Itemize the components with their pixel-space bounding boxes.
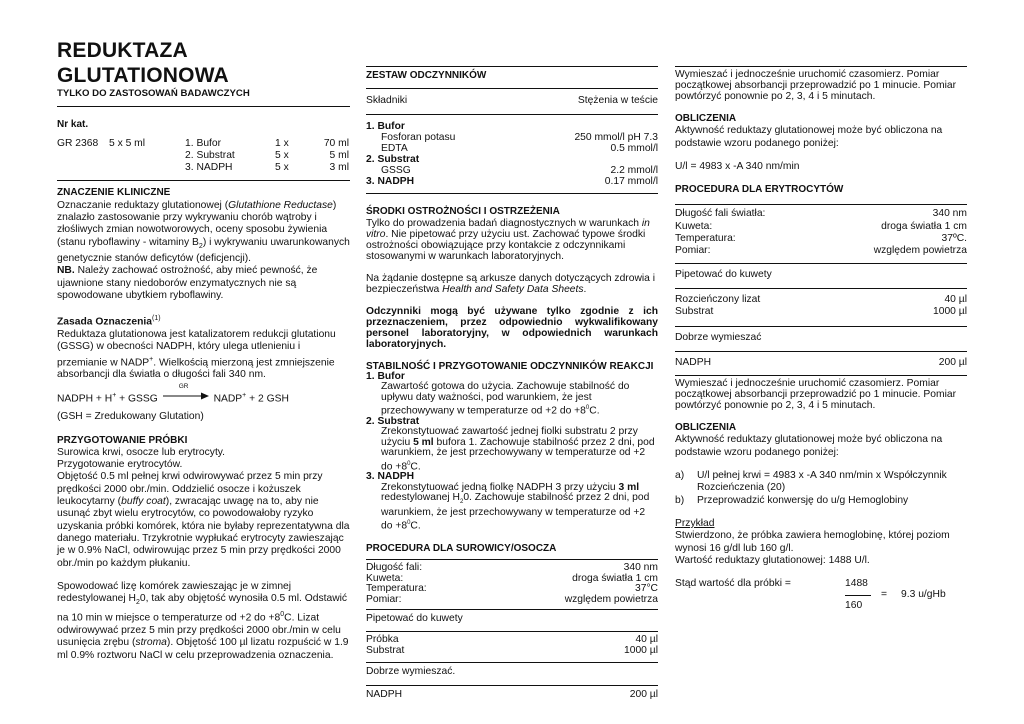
stability-list: 1. Bufor Zawartość gotowa do użycia. Zachowuje stabilność do upływu daty ważności, pod warunkiem, że jest przechowywany w temperaturze od +2 do $+8^0C$. 2. Substrat Zrekonstytuować zawartość jednej fiolki substratu 2 przy użyciu 5 ml bufora 1. Zachowuje stabilność przez 2 dni, pod warunkiem, że jest przechowywany w temperaturze od +2 do $+8^0C$. 3. NADPH Zrekonstytuować jedną fiolkę NADPH 3 przy użyciu 3 ml redestylowanej $H_20$. Zachowuje stabilność przez 2 dni, pod warunkiem, że jest przechowywany w temperaturze od +2 do $+8^0C$. bbox=[366, 370, 655, 532]
przyklad-heading: Przykład bbox=[675, 517, 715, 529]
result-equation: Stąd wartość dla próbki = $\frac{1488}{160}$ = 9.3 u/gHb bbox=[675, 578, 946, 612]
title-line-2: GLUTATIONOWA bbox=[57, 64, 229, 87]
section-heading-stabilnosc: STABILNOŚĆ I PRZYGOTOWANIE ODCZYNNIKÓW REAKCJI bbox=[366, 360, 654, 372]
column-left bbox=[57, 30, 350, 662]
section-heading-przygotowanie: PRZYGOTOWANIE PRÓBKI bbox=[57, 434, 188, 446]
col-skladniki: Składniki bbox=[366, 95, 408, 107]
zasada-text: Reduktaza glutationowa jest katalizatorem redukcji glutationu (GSSG) w obecności NADPH, który ulega utlenieniu i przemianie w NADP+. Wielkością mierzoną jest zmniejszenie absorbancji dla światła o długości fali 340 nm. bbox=[57, 328, 336, 381]
param-row: Kuweta: droga światła 1 cm bbox=[675, 220, 967, 232]
srodki-text: Tylko do prowadzenia badań diagnostycznych w warunkach in vitro. Nie pipetować przy użyciu ust. Zachować typowe środki ostrożności obowiązujące przy kontakcie z odczynnikami stosowanymi w warunkach laboratoryjnych. bbox=[366, 217, 650, 262]
reagent-row: 3. NADPH 0.17 mmol/l bbox=[366, 175, 658, 187]
divider bbox=[366, 114, 658, 115]
divider bbox=[366, 662, 658, 663]
lizat-row: Rozcieńczony lizat 40 µl bbox=[675, 293, 967, 305]
reagent-row: 1. Bufor bbox=[366, 120, 405, 132]
obliczenia-text: Aktywność reduktazy glutationowej może być obliczona na podstawie wzoru podanego poniżej: bbox=[675, 125, 943, 149]
pipet-label: Pipetować do kuwety bbox=[675, 268, 772, 280]
section-heading-kliniczne: ZNACZENIE KLINICZNE bbox=[57, 187, 171, 199]
eryt-params bbox=[675, 208, 967, 257]
divider bbox=[675, 263, 967, 264]
fraction: $\frac{1488}{160}$ bbox=[845, 578, 871, 613]
reaction-equation: NADPH + H+ + GSSG GR NADP+ + 2 GSH bbox=[57, 383, 289, 404]
param-row: Temperatura: 37ºC. bbox=[675, 233, 967, 245]
mix-text: Wymieszać i jednocześnie uruchomić czasomierz. Pomiar początkowej absorbancji przeprowadzić po 1 minucie. Pomiar powtórzyć ponownie po 2, 3, 4 i 5 minutach. bbox=[675, 378, 957, 412]
section-heading-erytrocyty: PROCEDURA DLA ERYTROCYTÓW bbox=[675, 184, 844, 196]
section-heading-zestaw: ZESTAW ODCZYNNIKÓW bbox=[366, 70, 487, 81]
catalog-table bbox=[57, 138, 349, 175]
param-row: Pomiar: względem powietrza bbox=[675, 245, 967, 257]
divider bbox=[57, 106, 350, 107]
divider bbox=[366, 609, 658, 610]
nadph-row: NADPH 200 µl bbox=[675, 356, 967, 368]
divider bbox=[675, 351, 967, 352]
divider bbox=[366, 559, 658, 560]
param-row: Temperatura: 37°C bbox=[366, 583, 658, 595]
divider bbox=[366, 193, 658, 194]
reagent-list bbox=[366, 121, 658, 187]
kat-item-vol: 5 ml bbox=[329, 149, 349, 161]
kat-item-qty: 5 x bbox=[275, 162, 289, 174]
przyklad-value: Wartość reduktazy glutationowej: 1488 U/l. bbox=[675, 554, 870, 566]
calc-step-b: b) Przeprowadzić konwersję do u/g Hemoglobiny bbox=[675, 494, 909, 506]
kat-item-name: 1. Bufor bbox=[185, 137, 222, 149]
doc-title bbox=[57, 38, 350, 88]
param-row: Długość fali: 340 nm bbox=[366, 562, 658, 574]
substrat-row: Substrat 1000 µl bbox=[675, 306, 967, 318]
pipet-label: Pipetować do kuwety bbox=[366, 613, 463, 625]
param-row: Długość fali światła: 340 nm bbox=[675, 208, 967, 220]
kat-item-name: 2. Substrat bbox=[185, 149, 235, 161]
col-stezenia: Stężenia w teście bbox=[577, 95, 658, 107]
title-line-1: REDUKTAZA bbox=[57, 39, 188, 62]
divider bbox=[675, 375, 967, 376]
kat-pack: 5 x 5 ml bbox=[109, 137, 146, 149]
kat-code: GR 2368 bbox=[57, 137, 99, 149]
reagent-table-header bbox=[366, 95, 658, 107]
nrkat-label: Nr kat. bbox=[57, 119, 89, 131]
msds-text: Na żądanie dostępne są arkusze danych dotyczących zdrowia i bezpieczeństwa Health and Safety Data Sheets. bbox=[366, 272, 656, 295]
column-middle bbox=[366, 66, 658, 701]
enzyme-label: GR bbox=[178, 383, 189, 391]
doc-subtitle: TYLKO DO ZASTOSOWAŃ BADAWCZYCH bbox=[57, 88, 250, 99]
divider bbox=[57, 180, 350, 181]
kat-item-name: 3. NADPH bbox=[185, 162, 233, 174]
kat-item-qty: 1 x bbox=[275, 137, 289, 149]
section-heading-obliczenia: OBLICZENIA bbox=[675, 113, 737, 124]
liza-text: Spowodować lizę komórek zawieszając je w zimnej redestylowanej $H_20$, tak aby objętość wynosiła 0.5 ml. Odstawić na 10 min w miejsce o temperaturze od +2 do $+8^0C$. Lizat odwirowywać przez 5 min przy prędkości 2000 obr./min w celu usunięcia zrębu (stroma). Objętość 100 µl lizatu rozpuścić w 1.9 ml 0.9% roztworu NaCl w celu przeprowadzenia oznaczenia. bbox=[57, 580, 349, 661]
divider bbox=[675, 66, 967, 67]
reagent-row: EDTA 0.5 mmol/l bbox=[381, 142, 658, 154]
divider bbox=[675, 326, 967, 327]
kat-item-vol: 3 ml bbox=[329, 162, 349, 174]
param-row: Kuweta: droga światła 1 cm bbox=[366, 572, 658, 584]
volumes-list: Próbka 40 µl Substrat 1000 µl bbox=[366, 634, 658, 656]
divider bbox=[366, 685, 658, 686]
kliniczne-text: Oznaczanie reduktazy glutationowej (Glutathione Reductase) znalazło zastosowanie przy wykrywaniu chorób wątroby i złośliwych zmian nowotworowych, oceny sposobu żywienia (stanu ryboflawiny - witaminy $B_2$) i wykrywaniu uwarunkowanych genetycznie stanów deficytów (deficjencji). bbox=[57, 199, 350, 265]
przyg-line: Przygotowanie erytrocytów. bbox=[57, 459, 183, 471]
reagent-row: Fosforan potasu 250 mmol/l pH 7.3 bbox=[381, 131, 658, 143]
param-row: Pomiar: względem powietrza bbox=[366, 593, 658, 605]
przyg-line: Surowica krwi, osocze lub erytrocyty. bbox=[57, 446, 226, 458]
mix-text: Wymieszać i jednocześnie uruchomić czasomierz. Pomiar początkowej absorbancji przeprowadzić po 1 minucie. Pomiar powtórzyć ponownie po 2, 3, 4 i 5 minutach. bbox=[675, 69, 957, 102]
column-right bbox=[675, 66, 967, 613]
reagent-row: 2. Substrat bbox=[366, 153, 420, 165]
section-heading-srodki: ŚRODKI OSTROŻNOŚCI I OSTRZEŻENIA bbox=[366, 205, 560, 217]
kat-item-vol: 70 ml bbox=[323, 137, 349, 149]
divider bbox=[366, 88, 658, 89]
gsh-note: (GSH = Zredukowany Glutation) bbox=[57, 411, 204, 423]
nb-text: NB. Należy zachować ostrożność, aby mieć pewność, że ujawnione stany niedoborów enzymatycznych nie są spowodowane ubytkiem ryboflawiny. bbox=[57, 265, 318, 301]
params-list bbox=[366, 563, 658, 605]
przyklad-text: Stwierdzono, że próbka zawiera hemoglobinę, której poziom wynosi 16 g/dl lub 160 g/l. bbox=[675, 530, 950, 554]
divider bbox=[675, 288, 967, 289]
mix-label: Dobrze wymieszać. bbox=[366, 666, 456, 678]
obliczenia-text: Aktywność reduktazy glutationowej może być obliczona na podstawie wzoru podanego poniżej: bbox=[675, 434, 943, 458]
zasada-heading: Zasada Oznaczenia$^{(1)}$ bbox=[57, 315, 161, 328]
nadph-row: NADPH 200 µl bbox=[366, 688, 658, 700]
usage-warning: Odczynniki mogą być używane tylko zgodnie z ich przeznaczeniem, przez odpowiednio wykwalifikowany personel laboratoryjny, w odpowiednich warunkach laboratoryjnych. bbox=[366, 305, 658, 350]
divider bbox=[366, 66, 658, 67]
section-heading-procedura: PROCEDURA DLA SUROWICY/OSOCZA bbox=[366, 542, 557, 554]
reagent-row: GSSG 2.2 mmol/l bbox=[381, 164, 658, 176]
przyg-text: Objętość 0.5 ml pełnej krwi odwirowywać przez 5 min przy prędkości 2000 obr./min. Oddzielić osocze i kożuszek leukocytarny (buffy coat), zwracając uwagę na to, aby nie usunąć zbyt wielu erytrocytów, co powodowałoby ryzyko uzyskania próbki komórek, która nie byłaby reprezentatywna dla danego materiału. Trzykrotnie wypłukać erytrocyty zawieszając je w 0.9% NaCl, odwirowując przez 5 min przy prędkości 2000 obr./min po każdym płukaniu. bbox=[57, 471, 350, 569]
mix-label: Dobrze wymieszać bbox=[675, 331, 762, 343]
formula: U/l = 4983 x -A 340 nm/min bbox=[675, 160, 800, 172]
divider bbox=[366, 631, 658, 632]
calc-step-a: a) U/l pełnej krwi = 4983 x -A 340 nm/min x Współczynnik Rozcieńczenia (20) bbox=[675, 470, 947, 494]
section-heading-obliczenia: OBLICZENIA bbox=[675, 422, 737, 434]
kat-item-qty: 5 x bbox=[275, 149, 289, 161]
divider bbox=[675, 204, 967, 205]
